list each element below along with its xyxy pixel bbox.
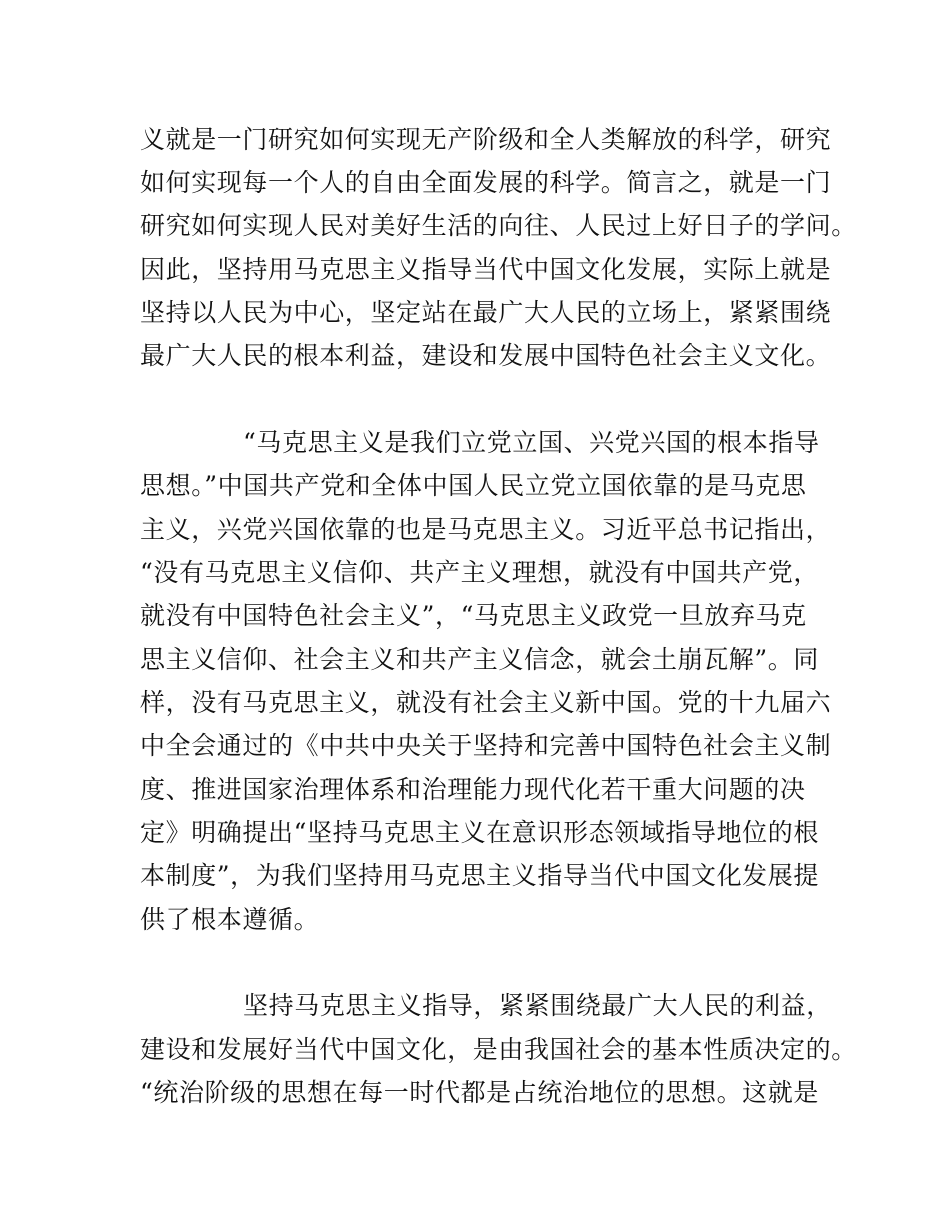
paragraph-2-line-1: “马克思主义是我们立党立国、兴党兴国的根本指导 bbox=[243, 428, 820, 457]
paragraph-1-line-6: 最广大人民的根本利益，建设和发展中国特色社会主义文化。 bbox=[140, 341, 832, 370]
paragraph-1-line-1: 义就是一门研究如何实现无产阶级和全人类解放的科学，研究 bbox=[140, 125, 832, 154]
paragraph-1-line-3: 研究如何实现人民对美好生活的向往、人民过上好日子的学问。 bbox=[140, 211, 857, 240]
paragraph-3-line-3: “统治阶级的思想在每一时代都是占统治地位的思想。这就是 bbox=[140, 1078, 819, 1107]
paragraph-2-line-4: “没有马克思主义信仰、共产主义理想，就没有中国共产党， bbox=[140, 558, 819, 587]
paragraph-1-line-2: 如何实现每一个人的自由全面发展的科学。简言之，就是一门 bbox=[140, 168, 832, 197]
paragraph-2-line-2: 思想。”中国共产党和全体中国人民立党立国依靠的是马克思 bbox=[140, 471, 807, 500]
paragraph-3-line-2: 建设和发展好当代中国文化，是由我国社会的基本性质决定的。 bbox=[140, 1035, 857, 1064]
paragraph-2-line-11: 本制度”，为我们坚持用马克思主义指导当代中国文化发展提 bbox=[140, 861, 819, 890]
paragraph-2-line-10: 定》明确提出“坚持马克思主义在意识形态领域指导地位的根 bbox=[140, 818, 819, 847]
paragraph-2-line-6: 思主义信仰、社会主义和共产主义信念，就会土崩瓦解”。同 bbox=[140, 645, 819, 674]
paragraph-2-line-8: 中全会通过的《中共中央关于坚持和完善中国特色社会主义制 bbox=[140, 731, 832, 760]
paragraph-1-line-4: 因此，坚持用马克思主义指导当代中国文化发展，实际上就是 bbox=[140, 255, 832, 284]
paragraph-2-line-3: 主义，兴党兴国依靠的也是马克思主义。习近平总书记指出， bbox=[140, 515, 832, 544]
paragraph-1-line-5: 坚持以人民为中心，坚定站在最广大人民的立场上，紧紧围绕 bbox=[140, 298, 832, 327]
paragraph-2-line-12: 供了根本遵循。 bbox=[140, 905, 320, 934]
paragraph-2-line-9: 度、推进国家治理体系和治理能力现代化若干重大问题的决 bbox=[140, 775, 806, 804]
paragraph-2-line-7: 样，没有马克思主义，就没有社会主义新中国。党的十九届六 bbox=[140, 688, 832, 717]
paragraph-2-line-5: 就没有中国特色社会主义”，“马克思主义政党一旦放弃马克 bbox=[140, 601, 807, 630]
paragraph-3-line-1: 坚持马克思主义指导，紧紧围绕最广大人民的利益， bbox=[243, 991, 832, 1020]
